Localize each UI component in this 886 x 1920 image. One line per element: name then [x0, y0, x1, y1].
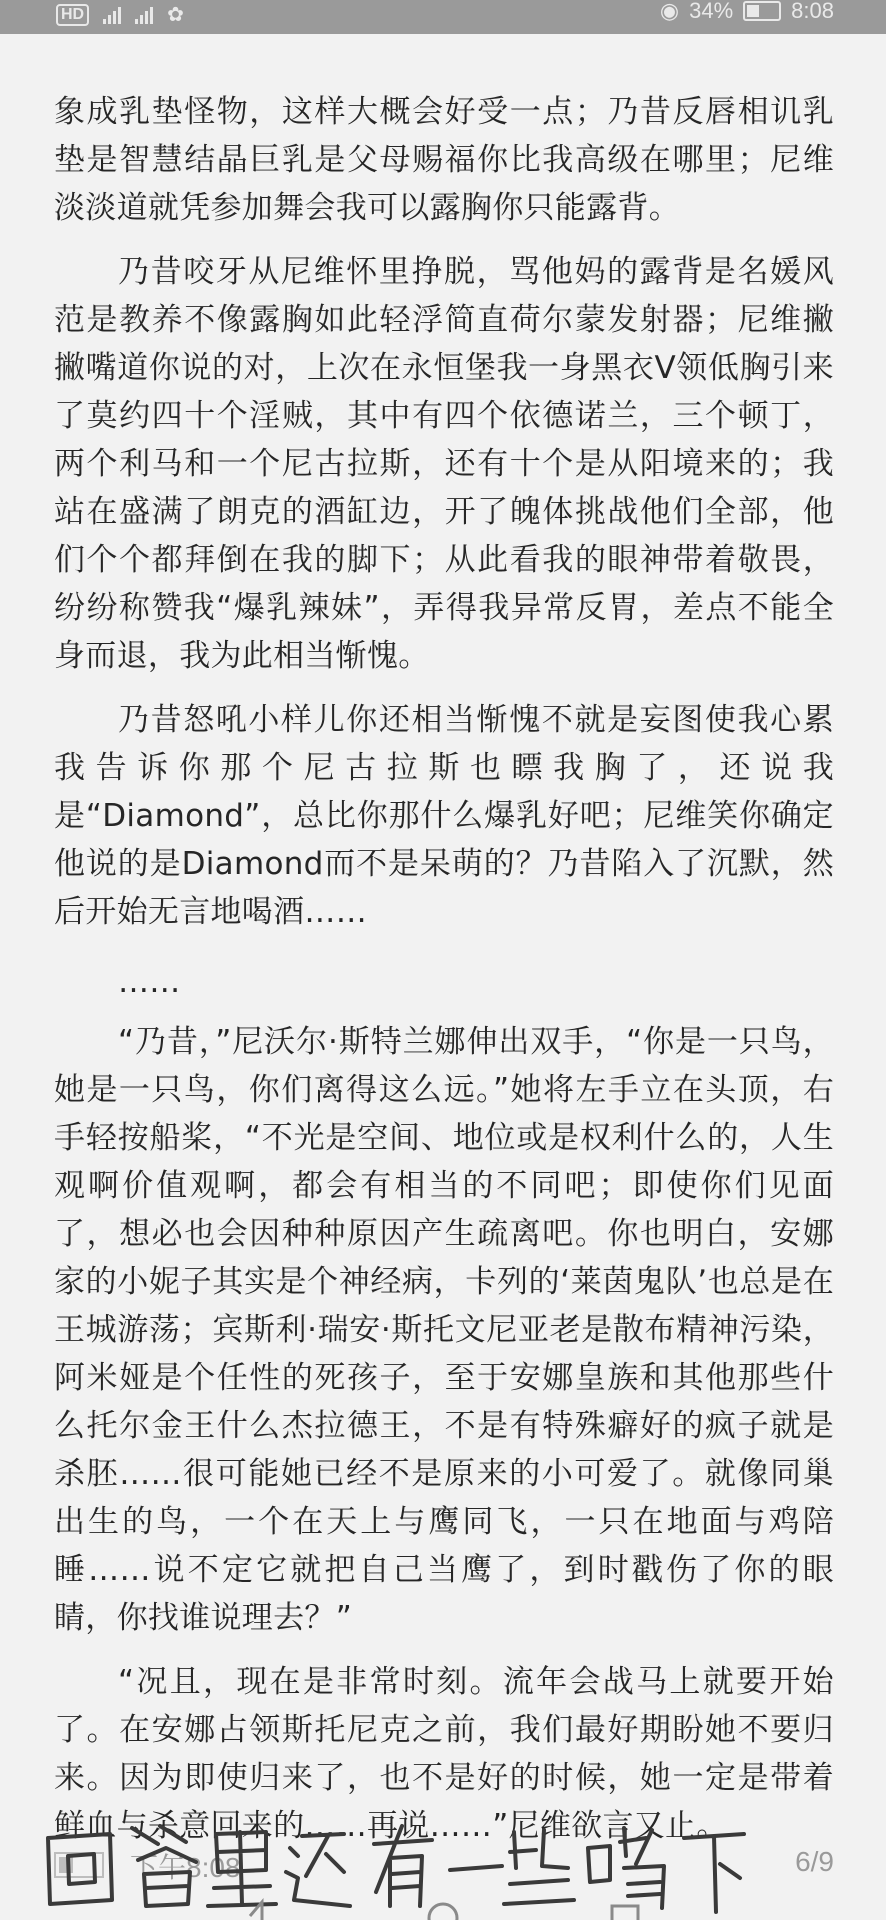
status-left [56, 2, 184, 27]
paragraph-ellipsis: …… [118, 964, 181, 1000]
battery-percent: 34% [689, 0, 734, 23]
wifi-icon: ✿ [167, 4, 184, 26]
eye-icon: ◉ [659, 0, 680, 23]
recents-icon [612, 1906, 638, 1920]
paragraph: 乃昔咬牙从尼维怀里挣脱，骂他妈的露背是名媛风范是教养不像露胸如此轻浮简直荷尔蒙发射器；尼维撇撇嘴道你说的对，上次在永恒堡我一身黑衣V领低胸引来了莫约四十个淫贼，其中有四个依德诺兰，三个顿丁，两个利马和一个尼古拉斯，还有十个是从阳境来的；我站在盛满了朗克的酒缸边，开了魄体挑战他们全部，他们个个都拜倒在我的脚下；从此看我的眼神带着敬畏，纷纷称赞我“爆乳辣妹”，弄得我异常反胃，差点不能全身而退，我为此相当惭愧。 [54, 254, 834, 674]
signal-icon-2 [135, 6, 153, 24]
battery-icon [743, 1, 781, 21]
paragraph: “乃昔，”尼沃尔·斯特兰娜伸出双手，“你是一只鸟，她是一只鸟，你们离得这么远。”她将左手立在头顶，右手轻按船桨，“不光是空间、地位或是权利什么的，人生观啊价值观啊，都会有相当的不同吧；即使你们见面了，想必也会因种种原因产生疏离吧。你也明白，安娜家的小妮子其实是个神经病，卡列的‘莱茵鬼队’也总是在王城游荡；宾斯利·瑞安·斯托文尼亚老是散布精神污染，阿米娅是个任性的死孩子，至于安娜皇族和其他那些什么托尔金王什么杰拉德王，不是有特殊癖好的疯子就是杀胚……很可能她已经不是原来的小可爱了。就像同巢出生的鸟，一个在天上与鹰同飞，一只在地面与鸡陪睡……说不定它就把自己当鹰了，到时戳伤了你的眼睛，你找谁说理去？” [54, 1024, 834, 1636]
page-counter: 6/9 [795, 1846, 834, 1877]
reader-content [54, 88, 834, 1866]
paragraph: 象成乳垫怪物，这样大概会好受一点；乃昔反唇相讥乳垫是智慧结晶巨乳是父母赐福你比我高级在哪里；尼维淡淡道就凭参加舞会我可以露胸你只能露背。 [54, 94, 834, 226]
hd-badge: HD [56, 4, 89, 26]
back-icon [250, 1902, 262, 1920]
status-right [660, 0, 834, 24]
nav-bar-hints [0, 1888, 886, 1920]
status-bar [0, 0, 886, 34]
paragraph: 乃昔怒吼小样儿你还相当惭愧不就是妄图使我心累我告诉你那个尼古拉斯也瞟我胸了，还说我是“Diamond”，总比你那什么爆乳好吧；尼维笑你确定他说的是Diamond而不是呆萌的？乃昔陷入了沉默，然后开始无言地喝酒…… [54, 702, 834, 930]
signal-icon [103, 6, 121, 24]
status-time: 8:08 [791, 0, 834, 23]
footer-time: 下午8:08 [130, 1852, 241, 1883]
home-icon [429, 1904, 457, 1920]
paragraph: “况且，现在是非常时刻。流年会战马上就要开始了。在安娜占领斯托尼克之前，我们最好期盼她不要归来。因为即使归来了，也不是好的时候，她一定是带着鲜血与杀意回来的……再说……”尼维欲言又止。 [54, 1664, 834, 1844]
